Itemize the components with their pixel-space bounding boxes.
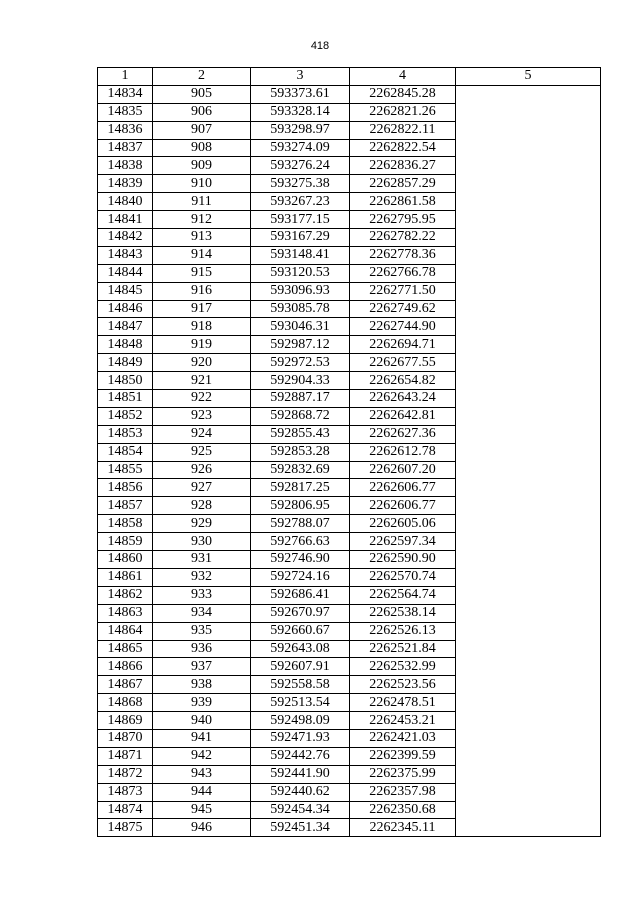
table-cell: 14854 <box>98 443 153 461</box>
table-cell: 14835 <box>98 103 153 121</box>
table-cell: 2262538.14 <box>350 604 456 622</box>
table-cell: 929 <box>153 515 251 533</box>
table-cell: 2262627.36 <box>350 425 456 443</box>
table-cell: 592806.95 <box>251 497 350 515</box>
table-cell: 944 <box>153 783 251 801</box>
table-cell: 593177.15 <box>251 211 350 229</box>
table-cell: 593085.78 <box>251 300 350 318</box>
table-cell: 592855.43 <box>251 425 350 443</box>
table-cell: 14859 <box>98 533 153 551</box>
table-cell: 945 <box>153 801 251 819</box>
table-cell: 923 <box>153 407 251 425</box>
table-cell: 592454.34 <box>251 801 350 819</box>
table-cell: 927 <box>153 479 251 497</box>
table-cell: 924 <box>153 425 251 443</box>
table-cell: 911 <box>153 193 251 211</box>
table-cell: 592660.67 <box>251 622 350 640</box>
table-cell: 2262606.77 <box>350 479 456 497</box>
table-cell: 930 <box>153 533 251 551</box>
table-cell: 14842 <box>98 229 153 247</box>
table-cell: 2262570.74 <box>350 568 456 586</box>
table-cell: 593274.09 <box>251 139 350 157</box>
table-cell: 2262822.11 <box>350 121 456 139</box>
table-cell: 910 <box>153 175 251 193</box>
table-body <box>98 85 601 836</box>
table-cell: 915 <box>153 264 251 282</box>
table-cell: 2262606.77 <box>350 497 456 515</box>
coordinates-table <box>97 67 601 837</box>
table-cell: 935 <box>153 622 251 640</box>
table-cell: 14860 <box>98 551 153 569</box>
table-cell: 936 <box>153 640 251 658</box>
table-cell: 2262597.34 <box>350 533 456 551</box>
table-cell: 2262605.06 <box>350 515 456 533</box>
table-cell: 2262642.81 <box>350 407 456 425</box>
table-cell: 2262744.90 <box>350 318 456 336</box>
table-cell: 2262612.78 <box>350 443 456 461</box>
table-cell: 943 <box>153 765 251 783</box>
table-cell: 2262564.74 <box>350 586 456 604</box>
table-cell: 592451.34 <box>251 819 350 837</box>
table-cell: 940 <box>153 712 251 730</box>
table-cell: 2262523.56 <box>350 676 456 694</box>
table-cell: 14834 <box>98 85 153 103</box>
table-cell: 14871 <box>98 747 153 765</box>
table-cell: 593046.31 <box>251 318 350 336</box>
table-cell: 907 <box>153 121 251 139</box>
page-number: 418 <box>310 40 330 52</box>
table-cell: 946 <box>153 819 251 837</box>
table-cell: 931 <box>153 551 251 569</box>
table-cell: 14841 <box>98 211 153 229</box>
table-cell: 942 <box>153 747 251 765</box>
table-cell: 925 <box>153 443 251 461</box>
table-cell: 920 <box>153 354 251 372</box>
table-cell: 14857 <box>98 497 153 515</box>
table-cell: 2262654.82 <box>350 372 456 390</box>
table-cell: 592868.72 <box>251 407 350 425</box>
table-cell: 14874 <box>98 801 153 819</box>
table-cell: 933 <box>153 586 251 604</box>
table-cell: 2262478.51 <box>350 694 456 712</box>
table-cell: 905 <box>153 85 251 103</box>
table-cell: 14840 <box>98 193 153 211</box>
table-cell: 14866 <box>98 658 153 676</box>
table-cell: 592441.90 <box>251 765 350 783</box>
table-cell: 592643.08 <box>251 640 350 658</box>
table-cell: 592887.17 <box>251 390 350 408</box>
table-cell: 14873 <box>98 783 153 801</box>
table-cell: 2262590.90 <box>350 551 456 569</box>
table-cell: 2262778.36 <box>350 246 456 264</box>
table-cell: 14848 <box>98 336 153 354</box>
table-cell: 2262861.58 <box>350 193 456 211</box>
table-cell: 2262821.26 <box>350 103 456 121</box>
column-header: 2 <box>153 68 251 86</box>
table-cell: 922 <box>153 390 251 408</box>
table-cell: 14853 <box>98 425 153 443</box>
table-cell: 593275.38 <box>251 175 350 193</box>
table-cell: 592724.16 <box>251 568 350 586</box>
table-cell: 2262845.28 <box>350 85 456 103</box>
table-cell: 2262375.99 <box>350 765 456 783</box>
table-cell: 2262795.95 <box>350 211 456 229</box>
table-cell: 14867 <box>98 676 153 694</box>
table-cell: 2262677.55 <box>350 354 456 372</box>
table-cell: 926 <box>153 461 251 479</box>
table-cell: 592607.91 <box>251 658 350 676</box>
table-cell: 14839 <box>98 175 153 193</box>
table-cell: 914 <box>153 246 251 264</box>
table-cell: 14858 <box>98 515 153 533</box>
table-cell: 593148.41 <box>251 246 350 264</box>
table-cell: 593120.53 <box>251 264 350 282</box>
table-cell: 14837 <box>98 139 153 157</box>
table-cell: 14856 <box>98 479 153 497</box>
table-cell: 2262607.20 <box>350 461 456 479</box>
table-cell: 592853.28 <box>251 443 350 461</box>
table-cell: 592788.07 <box>251 515 350 533</box>
table-cell: 592670.97 <box>251 604 350 622</box>
column-header: 4 <box>350 68 456 86</box>
column-header: 3 <box>251 68 350 86</box>
table-cell: 14855 <box>98 461 153 479</box>
table-cell: 2262822.54 <box>350 139 456 157</box>
table-cell: 593096.93 <box>251 282 350 300</box>
table-cell: 14862 <box>98 586 153 604</box>
table-cell: 2262782.22 <box>350 229 456 247</box>
table-cell: 14863 <box>98 604 153 622</box>
table-cell: 2262643.24 <box>350 390 456 408</box>
table-cell: 2262766.78 <box>350 264 456 282</box>
table-cell: 14850 <box>98 372 153 390</box>
table-cell: 934 <box>153 604 251 622</box>
table-cell: 14868 <box>98 694 153 712</box>
table-cell: 592440.62 <box>251 783 350 801</box>
table-cell: 928 <box>153 497 251 515</box>
table-cell: 592817.25 <box>251 479 350 497</box>
table-cell: 592972.53 <box>251 354 350 372</box>
table-cell: 592766.63 <box>251 533 350 551</box>
table-cell: 906 <box>153 103 251 121</box>
table-cell: 939 <box>153 694 251 712</box>
table-cell: 916 <box>153 282 251 300</box>
table-cell: 592498.09 <box>251 712 350 730</box>
table-cell: 593328.14 <box>251 103 350 121</box>
table-cell: 14852 <box>98 407 153 425</box>
table-cell: 918 <box>153 318 251 336</box>
table-header <box>98 68 601 86</box>
table-cell: 14875 <box>98 819 153 837</box>
table-cell: 908 <box>153 139 251 157</box>
table-cell: 2262421.03 <box>350 729 456 747</box>
table-cell: 2262771.50 <box>350 282 456 300</box>
column-header: 5 <box>456 68 601 86</box>
table-cell: 592513.54 <box>251 694 350 712</box>
table-cell: 937 <box>153 658 251 676</box>
table-cell: 14851 <box>98 390 153 408</box>
table-cell: 592746.90 <box>251 551 350 569</box>
table-cell: 592904.33 <box>251 372 350 390</box>
table-cell: 917 <box>153 300 251 318</box>
table-cell: 592442.76 <box>251 747 350 765</box>
table-cell: 14849 <box>98 354 153 372</box>
table-cell: 14869 <box>98 712 153 730</box>
table-cell: 2262357.98 <box>350 783 456 801</box>
table-cell: 592686.41 <box>251 586 350 604</box>
table-cell: 592987.12 <box>251 336 350 354</box>
table-row <box>98 85 601 103</box>
table-cell: 2262526.13 <box>350 622 456 640</box>
table-cell: 14843 <box>98 246 153 264</box>
table-cell: 938 <box>153 676 251 694</box>
table-cell: 2262694.71 <box>350 336 456 354</box>
table-cell: 932 <box>153 568 251 586</box>
table-cell: 592558.58 <box>251 676 350 694</box>
column-header: 1 <box>98 68 153 86</box>
table-cell: 2262521.84 <box>350 640 456 658</box>
table-cell: 2262350.68 <box>350 801 456 819</box>
table-cell: 14864 <box>98 622 153 640</box>
table-cell: 14865 <box>98 640 153 658</box>
table-cell: 921 <box>153 372 251 390</box>
table-cell: 2262453.21 <box>350 712 456 730</box>
table-cell: 913 <box>153 229 251 247</box>
table-cell: 14870 <box>98 729 153 747</box>
table-cell: 14845 <box>98 282 153 300</box>
table-cell: 14847 <box>98 318 153 336</box>
empty-column-cell <box>456 85 601 836</box>
table-cell: 592471.93 <box>251 729 350 747</box>
table-cell: 14836 <box>98 121 153 139</box>
table-cell: 593267.23 <box>251 193 350 211</box>
table-cell: 592832.69 <box>251 461 350 479</box>
table-cell: 593373.61 <box>251 85 350 103</box>
table-cell: 2262749.62 <box>350 300 456 318</box>
table-cell: 2262345.11 <box>350 819 456 837</box>
table-cell: 14844 <box>98 264 153 282</box>
table-cell: 593276.24 <box>251 157 350 175</box>
table-cell: 14846 <box>98 300 153 318</box>
table-cell: 2262399.59 <box>350 747 456 765</box>
table-cell: 2262532.99 <box>350 658 456 676</box>
table-cell: 2262857.29 <box>350 175 456 193</box>
header-row <box>98 68 601 86</box>
table-cell: 909 <box>153 157 251 175</box>
table-cell: 14861 <box>98 568 153 586</box>
table-cell: 14872 <box>98 765 153 783</box>
table-cell: 941 <box>153 729 251 747</box>
table-cell: 593298.97 <box>251 121 350 139</box>
table-cell: 2262836.27 <box>350 157 456 175</box>
table-cell: 919 <box>153 336 251 354</box>
table-cell: 14838 <box>98 157 153 175</box>
table-cell: 593167.29 <box>251 229 350 247</box>
table-cell: 912 <box>153 211 251 229</box>
